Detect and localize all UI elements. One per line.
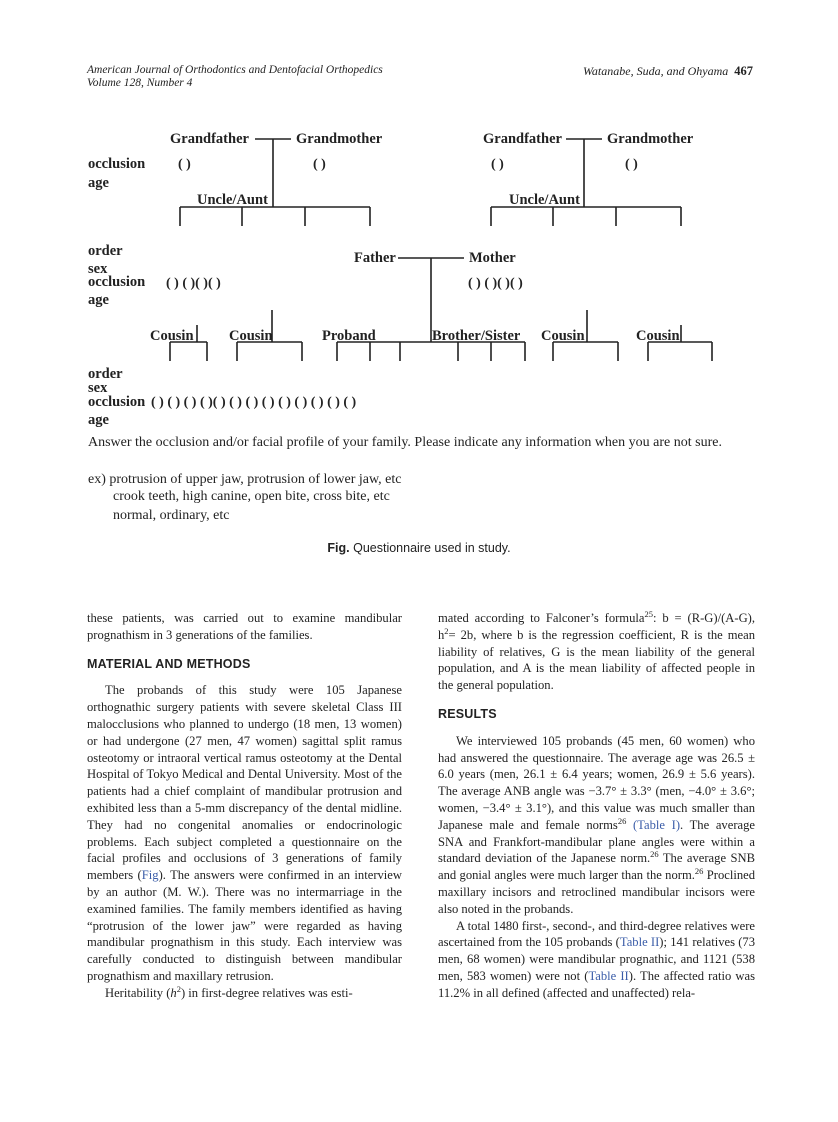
label-age-2: age: [88, 292, 109, 308]
paragraph-results-1: We interviewed 105 probands (45 men, 60 women) who had answered the questionnaire. The average age was 26.5 ± 6.0 years (men, 26.1 ± 6.4 years; women, 26.9 ± 5.6 years). The average ANB angle was −3.7° ± 3.3° (men, −4.0° ± 3.6°; women, −3.4° ± 3.1°), and this value was much smaller than Japanese male and female norms$^{26}$ (Table I). The average SNA and Frankfort-mandibular plane angles were within a standard deviation of the Japanese norm.$^{26}$ The average SNB and gonial angles were much larger than the norm.$^{26}$ Proclined maxillary incisors and retroclined mandibular incisors were also noted in the probands.: [438, 733, 756, 916]
table-ii-link[interactable]: Table II: [619, 935, 660, 950]
label-grandfather-left: Grandfather: [170, 131, 249, 147]
caption-label: Fig.: [327, 541, 350, 555]
figure-link[interactable]: Fig: [141, 868, 159, 883]
label-cousin-3: Cousin: [541, 328, 585, 344]
paragraph-formula: mated according to Falconer’s formula$^{25}$: b = (R-G)/(A-G), $h^2= 2b$, where b is the regression coefficient, R is the mean liability of relatives, G is the mean liability of the general population, and A is the mean liability of affected people in the general population.: [438, 608, 756, 693]
label-cousin-1: Cousin: [150, 328, 194, 344]
citation-26[interactable]: 26: [694, 865, 704, 876]
citation-26[interactable]: 26: [617, 815, 627, 826]
text-column-right: [438, 610, 755, 1002]
label-occlusion-1: occlusion: [88, 156, 146, 172]
label-mother: Mother: [469, 250, 516, 266]
paragraph-methods: The probands of this study were 105 Japanese orthognathic surgery patients with severe skeletal Class III malocclusions who planned to undergo (18 men, 13 women) or had undergone (27 men, 47 women) sagittal split ramus osteotomy or intraoral vertical ramus osteotomy at the Dental Hospital of Tokyo Medical and Dental University. Most of the patients had a chief complaint of mandibular protrusion and exhibited less than a 5-mm discrepancy of the dental midline. They had no congenital anomalies or endocrinologic problems. Each subject completed a questionnaire on the facial profiles and occlusions of 3 generations of family members (Fig). The answers were confirmed in an interview by an author (M. W.). There was no intermarriage in the examined families. The family members identified as having “protrusion of the lower jaw” were regarded as having mandibular prognathism in this study. Each interview was carefully conducted to distinguish between mandibular prognathism and maxillary retrusion.: [87, 683, 402, 983]
label-sex-2: sex: [88, 380, 108, 396]
label-occlusion-3: occlusion: [88, 394, 146, 410]
paren-grandmother-left: ( ): [313, 157, 326, 172]
label-grandmother-right: Grandmother: [607, 131, 694, 147]
parens-row-parents-right: ( ) ( )( )( ): [468, 276, 523, 291]
example-line-3: normal, ordinary, etc: [113, 508, 230, 523]
paren-grandfather-left: ( ): [178, 157, 191, 172]
paragraph-continuation: these patients, was carried out to examine mandibular prognathism in 3 generations of the families.: [87, 611, 402, 642]
journal-volume: Volume 128, Number 4: [87, 77, 193, 89]
example-line-1: ex) protrusion of upper jaw, protrusion of lower jaw, etc: [88, 472, 402, 487]
label-occlusion-2: occlusion: [88, 274, 146, 290]
citation-26[interactable]: 26: [650, 849, 659, 860]
label-proband: Proband: [322, 328, 376, 344]
label-uncle-aunt-right: Uncle/Aunt: [509, 192, 580, 208]
label-age-1: age: [88, 175, 109, 191]
example-line-2: crook teeth, high canine, open bite, cross bite, etc: [113, 489, 390, 504]
page-number: 467: [734, 64, 753, 78]
label-uncle-aunt-left: Uncle/Aunt: [197, 192, 268, 208]
figure-caption: [0, 541, 838, 555]
label-sex-1: sex: [88, 261, 108, 277]
caption-text: Questionnaire used in study.: [353, 541, 511, 555]
table-i-link[interactable]: (Table I): [626, 817, 681, 832]
label-order-2: order: [88, 366, 123, 382]
paragraph-heritability: Heritability $(h^2)$ in first-degree relatives was esti-: [105, 983, 353, 1000]
label-cousin-2: Cousin: [229, 328, 273, 344]
label-grandmother-left: Grandmother: [296, 131, 383, 147]
label-grandfather-right: Grandfather: [483, 131, 562, 147]
paragraph-results-2: A total 1480 first-, second-, and third-degree relatives were ascertained from the 105 probands (Table II); 141 relatives (73 men, 68 women) were mandibular prognathic, and 1121 (538 men, 583 women) were not (Table II). The affected ratio was 11.2% in all defined (affected and unaffected) rela-: [438, 918, 755, 1000]
questionnaire-figure: [0, 0, 838, 540]
label-brother-sister: Brother/Sister: [432, 328, 521, 344]
label-order-1: order: [88, 243, 123, 259]
label-cousin-4: Cousin: [636, 328, 680, 344]
label-father: Father: [354, 250, 396, 266]
paren-grandmother-right: ( ): [625, 157, 638, 172]
parens-row-parents-left: ( ) ( )( )( ): [166, 276, 221, 291]
authors: Watanabe, Suda, and Ohyama: [583, 64, 729, 78]
text-column-left: [87, 610, 402, 1002]
citation-25[interactable]: 25: [644, 608, 653, 619]
parens-row-children: ( ) ( ) ( ) ( )( ) ( ) ( ) ( ) ( ) ( ) ( ) ( ) ( ): [151, 395, 357, 410]
section-heading-results: RESULTS: [438, 706, 497, 721]
section-heading-methods: MATERIAL AND METHODS: [87, 656, 251, 671]
label-age-3: age: [88, 412, 109, 428]
paren-grandfather-right: ( ): [491, 157, 504, 172]
journal-title: American Journal of Orthodontics and Dentofacial Orthopedics: [87, 64, 383, 76]
instruction-text: Answer the occlusion and/or facial profile of your family. Please indicate any information when you are not sure.: [88, 435, 722, 450]
table-ii-link[interactable]: Table II: [588, 968, 629, 983]
